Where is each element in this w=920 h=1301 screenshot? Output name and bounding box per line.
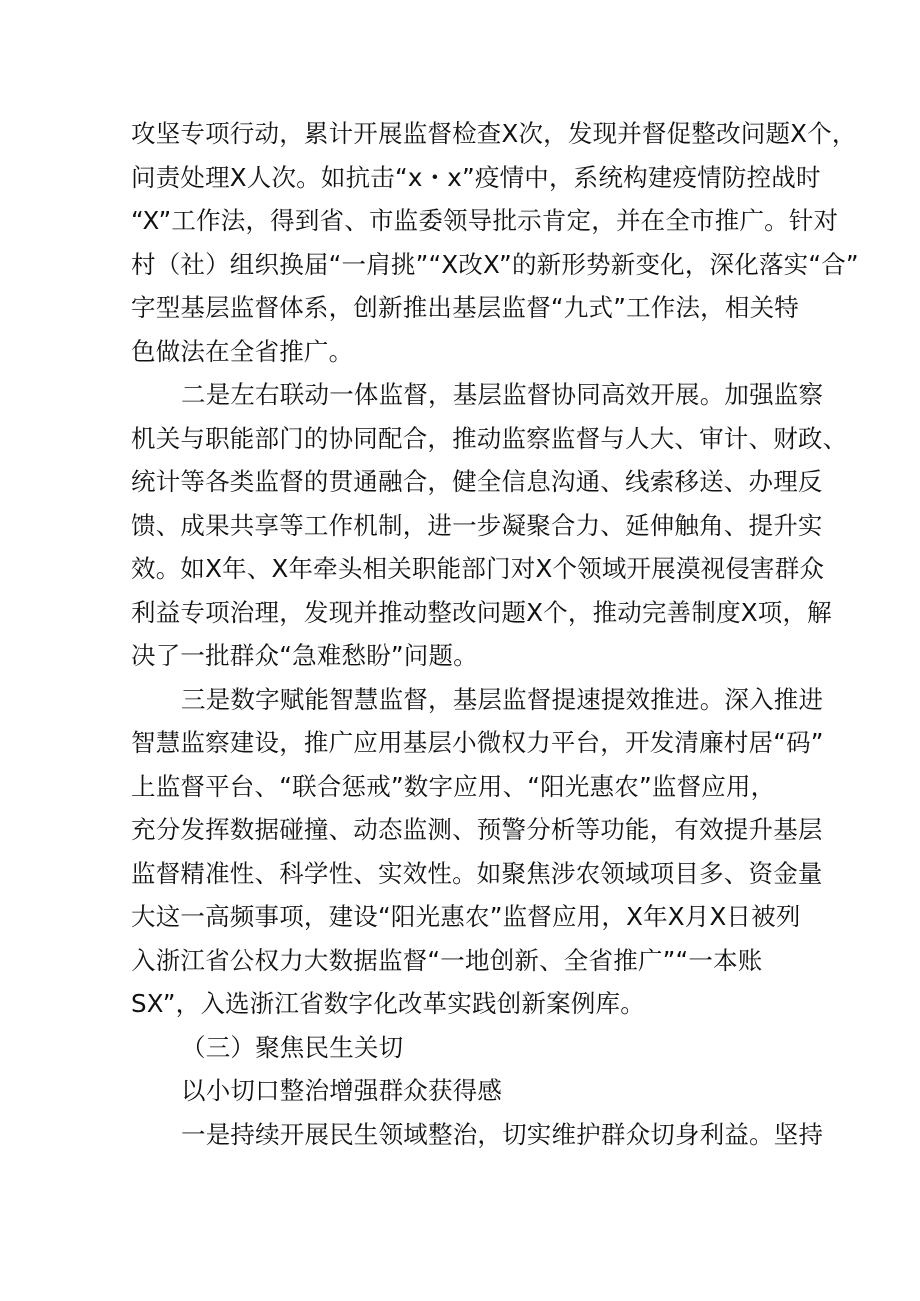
section-heading: （三）聚焦民生关切 (181, 1033, 404, 1062)
text-line: 充分发挥数据碰撞、动态监测、预警分析等功能，有效提升基层 (131, 815, 823, 844)
text-line: 机关与职能部门的协同配合，推动监察监督与人大、审计、财政、 (131, 424, 848, 453)
text-line: 字型基层监督体系，创新推出基层监督“九式”工作法，相关特 (131, 293, 799, 322)
text-line: 二是左右联动一体监督，基层监督协同高效开展。加强监察 (181, 380, 824, 409)
text-line: “X”工作法，得到省、市监委领导批示肯定，并在全市推广。针对 (131, 206, 839, 235)
section-subheading: 以小切口整治增强群众获得感 (181, 1076, 503, 1105)
text-line: 利益专项治理，发现并推动整改问题X个，推动完善制度X项，解 (131, 598, 832, 627)
text-line: 效。如X年、X年牵头相关职能部门对X个领域开展漠视侵害群众 (131, 554, 825, 583)
text-line: 问责处理X人次。如抗击“x・x”疫情中，系统构建疫情防控战时 (131, 163, 821, 192)
text-line: SX”，入选浙江省数字化改革实践创新案例库。 (131, 989, 645, 1018)
text-line: 智慧监察建设，推广应用基层小微权力平台，开发清廉村居“码” (131, 728, 824, 757)
text-line: 决了一批群众“急难愁盼”问题。 (131, 641, 478, 670)
text-line: 上监督平台、“联合惩戒”数字应用、“阳光惠农”监督应用， (131, 772, 776, 801)
text-line: 统计等各类监督的贯通融合，健全信息沟通、线索移送、办理反 (131, 467, 823, 496)
text-line: 馈、成果共享等工作机制，进一步凝聚合力、延伸触角、提升实 (131, 511, 823, 540)
text-line: 监督精准性、科学性、实效性。如聚焦涉农领域项目多、资金量 (131, 859, 823, 888)
text-line: 攻坚专项行动，累计开展监督检查X次，发现并督促整改问题X个， (131, 119, 857, 148)
text-line: 三是数字赋能智慧监督，基层监督提速提效推进。深入推进 (181, 685, 824, 714)
text-line: 大这一高频事项，建设“阳光惠农”监督应用，X年X月X日被列 (131, 902, 801, 931)
text-line: 入浙江省公权力大数据监督“一地创新、全省推广”“一本账 (131, 946, 763, 975)
text-line: 色做法在全省推广。 (131, 337, 354, 366)
text-line: 村（社）组织换届“一肩挑”“X改X”的新形势新变化，深化落实“合” (131, 250, 859, 279)
text-line: 一是持续开展民生领域整治，切实维护群众切身利益。坚持 (181, 1120, 824, 1149)
